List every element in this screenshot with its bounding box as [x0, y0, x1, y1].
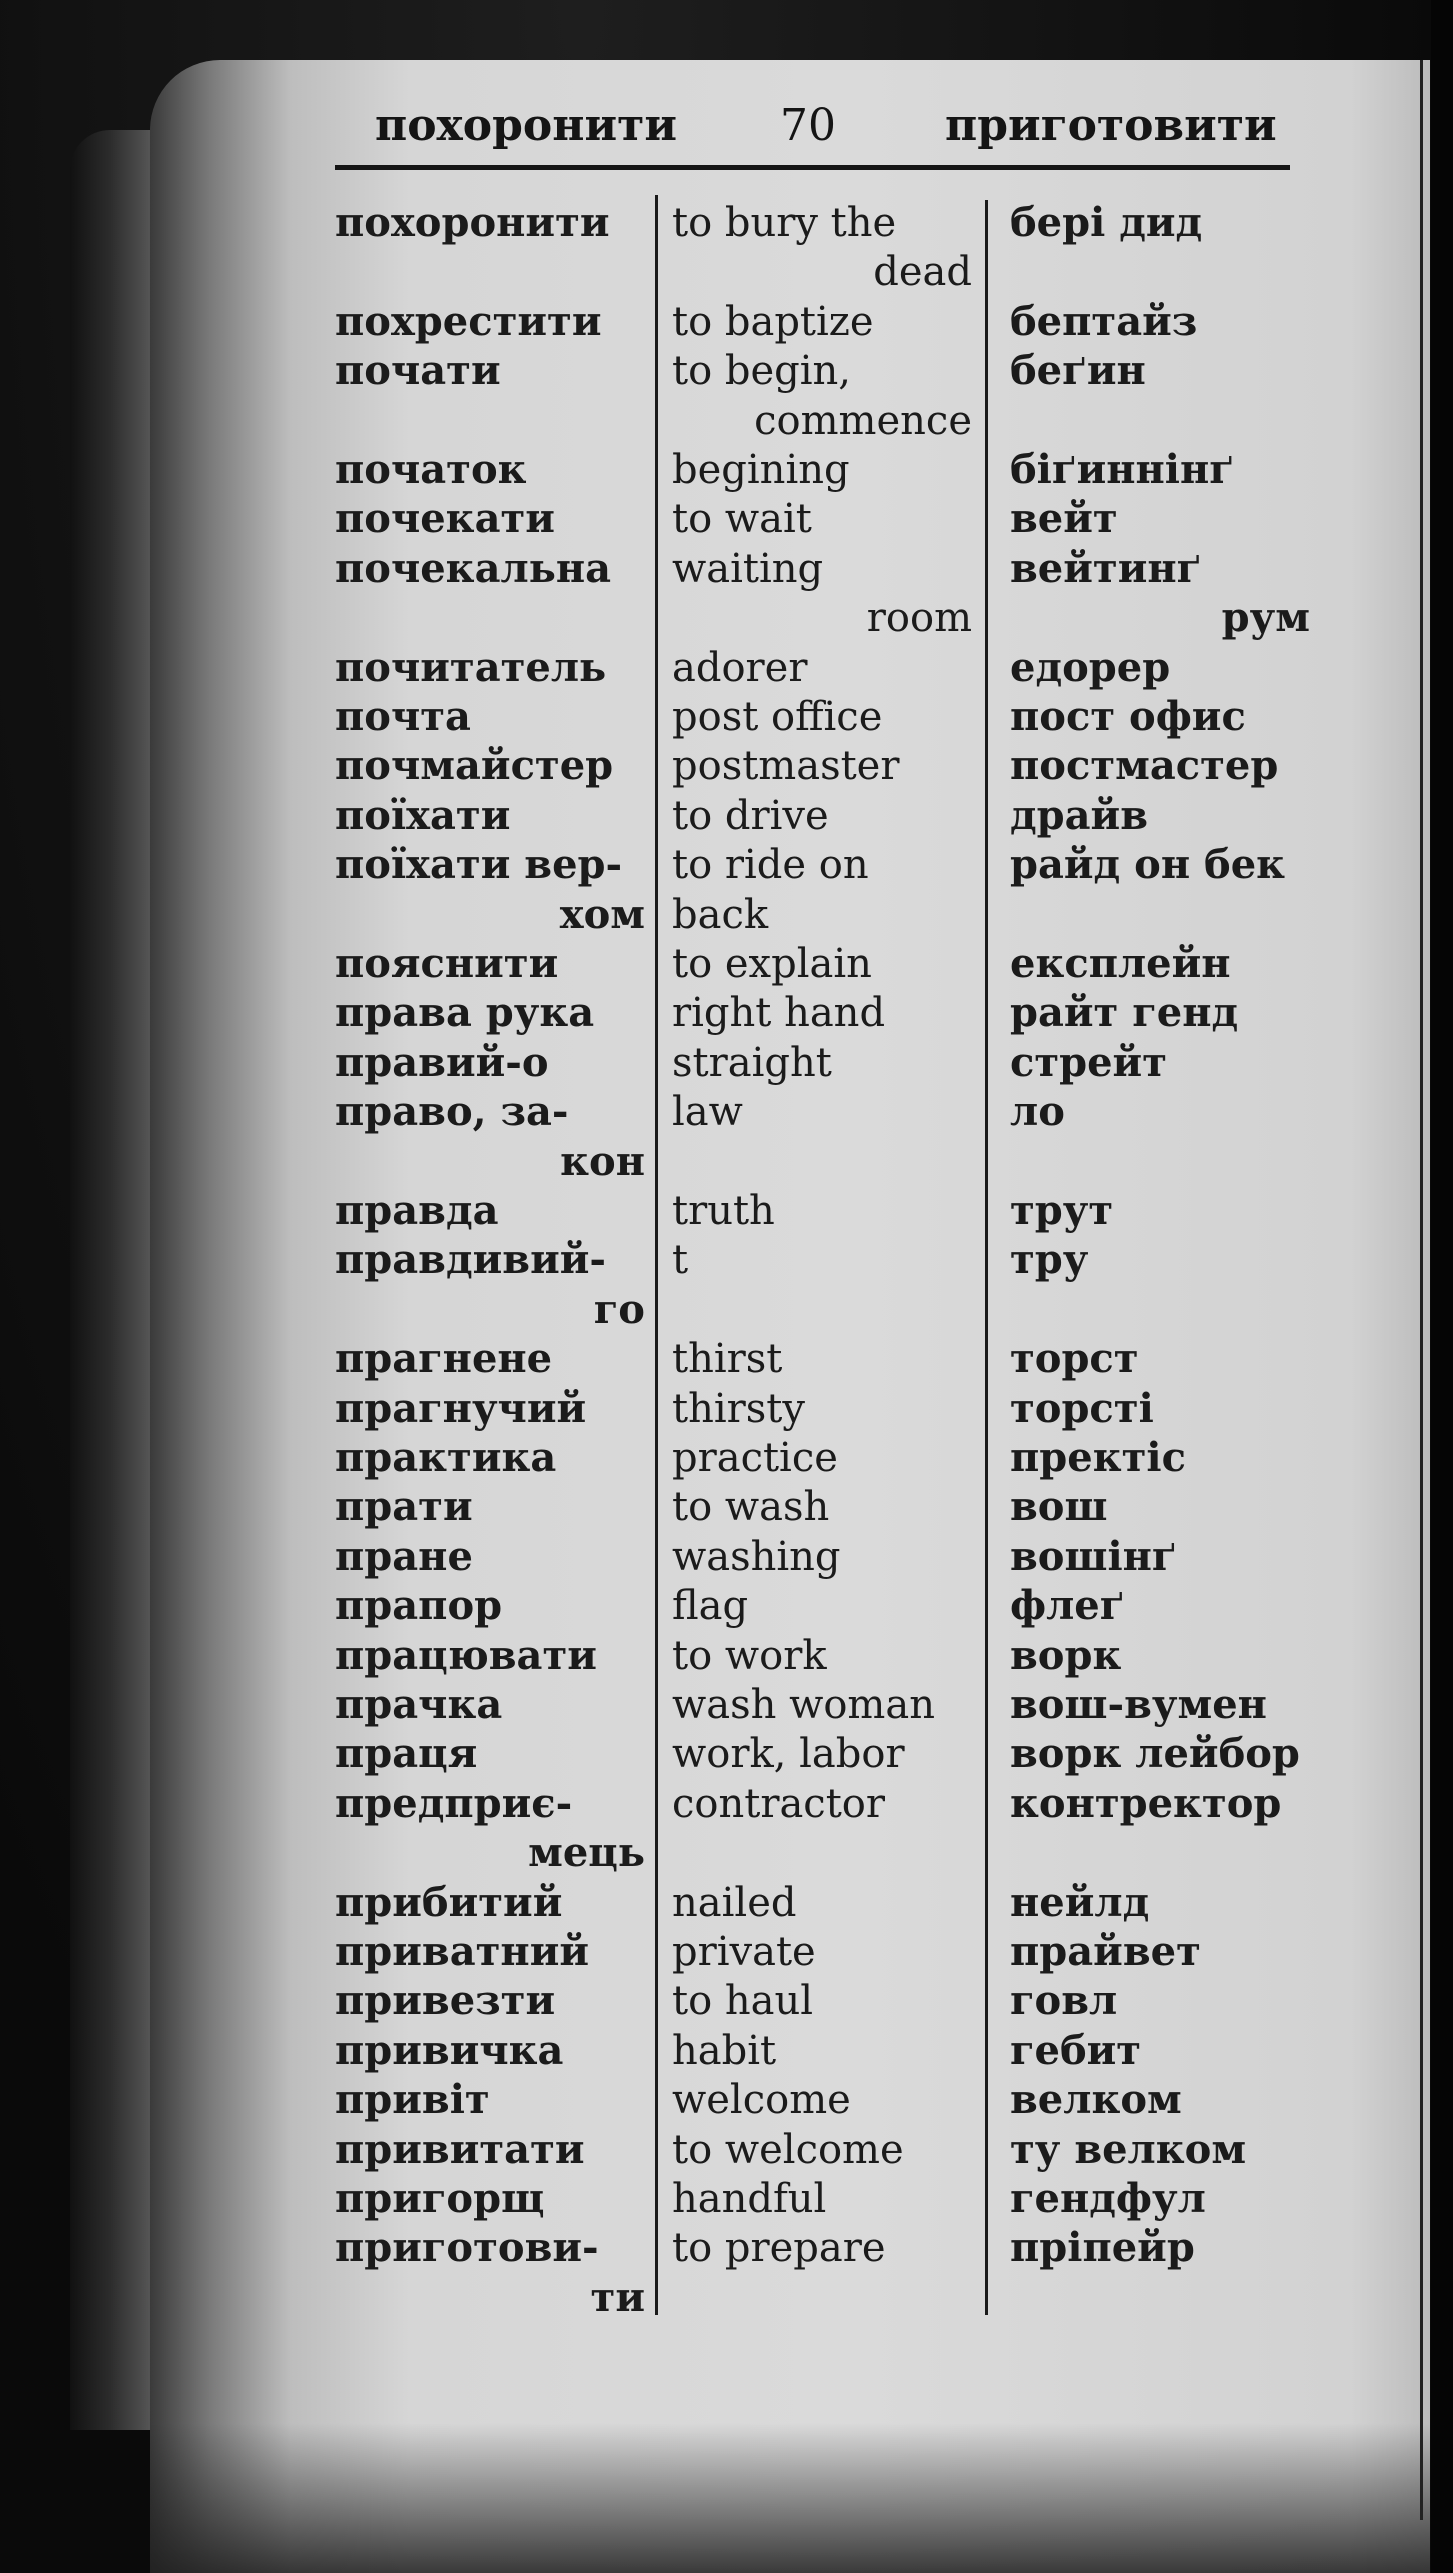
ukrainian-word: пояснити — [335, 940, 559, 987]
pronunciation: трут — [1010, 1187, 1114, 1234]
english-translation: thirsty — [672, 1385, 805, 1432]
english-translation: to wait — [672, 496, 812, 543]
ukrainian-word: похоронити — [335, 199, 610, 246]
english-translation: to baptize — [672, 298, 874, 345]
english-translation: work, labor — [672, 1731, 905, 1778]
english-translation: wash woman — [672, 1682, 935, 1728]
pronunciation: біґиннінґ — [1010, 446, 1234, 493]
pronunciation: драйв — [1010, 791, 1149, 839]
pronunciation: гендфул — [1010, 2175, 1206, 2222]
ukrainian-word: пране — [335, 1532, 473, 1580]
english-translation: to prepare — [672, 2225, 886, 2272]
entry-row — [0, 2273, 1453, 2373]
english-translation: t — [672, 1237, 689, 1284]
ukrainian-word: права рука — [335, 989, 595, 1037]
english-translation: back — [672, 891, 769, 938]
ukrainian-word: привитати — [335, 2125, 585, 2173]
pronunciation: ворк — [1010, 1631, 1122, 1679]
ukrainian-word: прачка — [335, 1681, 503, 1728]
pronunciation: пост офис — [1010, 693, 1246, 740]
english-translation: law — [672, 1089, 743, 1136]
english-translation: room — [866, 595, 972, 642]
pronunciation: бері дид — [1010, 199, 1203, 246]
english-translation: postmaster — [672, 743, 900, 790]
pronunciation: торсті — [1010, 1384, 1154, 1432]
ukrainian-word: поїхати — [335, 791, 511, 839]
english-translation: habit — [672, 2027, 777, 2074]
english-translation: truth — [672, 1188, 775, 1234]
english-translation: flag — [672, 1583, 749, 1630]
pronunciation: велком — [1010, 2076, 1182, 2124]
english-translation: to drive — [672, 792, 829, 839]
ukrainian-word: кон — [560, 1137, 645, 1185]
ukrainian-word: прапор — [335, 1582, 503, 1630]
ukrainian-word: мець — [528, 1829, 645, 1877]
pronunciation: едорер — [1010, 643, 1171, 691]
ukrainian-word: почекати — [335, 495, 555, 543]
ukrainian-word: приватний — [335, 1928, 590, 1975]
english-translation: begining — [672, 447, 850, 493]
ukrainian-word: почмайстер — [335, 742, 614, 790]
pronunciation: вошінґ — [1010, 1532, 1177, 1580]
pronunciation: гебит — [1010, 2026, 1142, 2074]
english-translation: waiting — [672, 545, 824, 592]
ukrainian-word: предприє- — [335, 1779, 573, 1827]
english-translation: adorer — [672, 644, 808, 691]
english-translation: nailed — [672, 1879, 797, 1926]
header-right-guide-word: приготовити — [945, 100, 1277, 151]
english-translation: commence — [754, 397, 972, 444]
ukrainian-word: праця — [335, 1730, 478, 1778]
ukrainian-word: прибитий — [335, 1878, 563, 1926]
pronunciation: стрейт — [1010, 1038, 1168, 1086]
pronunciation: флеґ — [1010, 1582, 1125, 1630]
ukrainian-word: почати — [335, 347, 501, 395]
ukrainian-word: почта — [335, 693, 471, 740]
ukrainian-word: го — [593, 1285, 645, 1333]
english-translation: dead — [873, 249, 972, 296]
ukrainian-word: прагнучий — [335, 1384, 587, 1432]
pronunciation: ворк лейбор — [1010, 1730, 1300, 1778]
english-translation: contractor — [672, 1780, 885, 1827]
english-translation: to work — [672, 1632, 827, 1679]
english-translation: thirst — [672, 1336, 783, 1383]
pronunciation: нейлд — [1010, 1878, 1150, 1926]
ukrainian-word: правдивий- — [335, 1236, 607, 1284]
ukrainian-word: прагнене — [335, 1335, 553, 1383]
ukrainian-word: право, за- — [335, 1088, 569, 1136]
ukrainian-word: привезти — [335, 1977, 556, 2025]
pronunciation: ло — [1010, 1088, 1065, 1136]
english-translation: post office — [672, 694, 883, 740]
ukrainian-word: прати — [335, 1483, 473, 1531]
pronunciation: вейт — [1010, 495, 1118, 543]
ukrainian-word: ти — [590, 2273, 645, 2321]
ukrainian-word: почекальна — [335, 544, 612, 592]
english-translation: to haul — [672, 1978, 814, 2025]
english-translation: right hand — [672, 990, 886, 1037]
pronunciation: ту велком — [1010, 2125, 1247, 2173]
ukrainian-word: початок — [335, 446, 527, 493]
english-translation: handful — [672, 2176, 827, 2222]
english-translation: private — [672, 1929, 816, 1975]
page-number: 70 — [780, 100, 836, 151]
header-left-guide-word: похоронити — [375, 100, 677, 151]
english-translation: to welcome — [672, 2126, 904, 2173]
ukrainian-word: пригорщ — [335, 2175, 545, 2222]
pronunciation: вейтинґ — [1010, 544, 1202, 592]
pronunciation: вош-вумен — [1010, 1681, 1267, 1728]
ukrainian-word: практика — [335, 1434, 557, 1481]
ukrainian-word: правий-о — [335, 1038, 549, 1086]
ukrainian-word: хом — [559, 890, 645, 938]
english-translation: to begin, — [672, 348, 852, 395]
pronunciation: вош — [1010, 1483, 1108, 1531]
pronunciation: прайвет — [1010, 1928, 1201, 1975]
english-translation: washing — [672, 1533, 841, 1580]
ukrainian-word: похрестити — [335, 297, 602, 345]
pronunciation: райт генд — [1010, 989, 1239, 1037]
ukrainian-word: привичка — [335, 2026, 564, 2074]
english-translation: to explain — [672, 941, 872, 987]
english-translation: welcome — [672, 2077, 851, 2124]
ukrainian-word: почитатель — [335, 643, 607, 691]
ukrainian-word: правда — [335, 1187, 499, 1234]
english-translation: to bury the — [672, 200, 897, 246]
english-translation: to wash — [672, 1484, 830, 1531]
pronunciation: беґин — [1010, 347, 1146, 395]
english-translation: practice — [672, 1435, 838, 1481]
ukrainian-word: приготови- — [335, 2224, 599, 2272]
pronunciation: райд он бек — [1010, 841, 1286, 889]
ukrainian-word: привіт — [335, 2076, 490, 2124]
header-rule — [335, 165, 1290, 170]
pronunciation: торст — [1010, 1335, 1139, 1383]
pronunciation: говл — [1010, 1977, 1118, 2025]
pronunciation: тру — [1010, 1236, 1089, 1284]
pronunciation: пректіс — [1010, 1434, 1186, 1481]
pronunciation: рум — [1221, 594, 1310, 642]
ukrainian-word: працювати — [335, 1631, 597, 1679]
english-translation: straight — [672, 1039, 832, 1086]
pronunciation: бептайз — [1010, 297, 1198, 345]
english-translation: to ride on — [672, 842, 869, 889]
pronunciation: пріпейр — [1010, 2224, 1195, 2272]
pronunciation: контректор — [1010, 1779, 1282, 1827]
pronunciation: експлейн — [1010, 940, 1231, 987]
pronunciation: постмастер — [1010, 742, 1279, 790]
ukrainian-word: поїхати вер- — [335, 841, 623, 889]
